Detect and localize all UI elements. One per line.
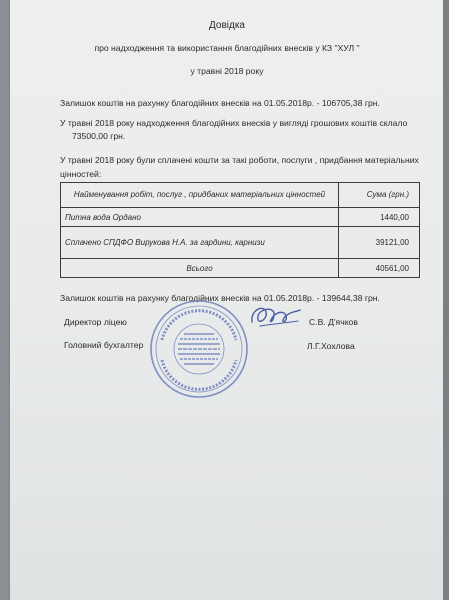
- payments-line-2: цінностей:: [60, 169, 102, 179]
- table-header-sum: Сума (грн.): [339, 183, 420, 208]
- chief-accountant-name: Л.Г.Хохлова: [307, 341, 355, 351]
- director-label: Директор ліцею: [64, 317, 127, 327]
- document-period: у травні 2018 року: [190, 66, 264, 76]
- document-sheet: [10, 0, 444, 600]
- table-header-name: Найменування робіт, послуг , придбаних матеріальних цінностей: [61, 183, 339, 208]
- table-cell-name: Питна вода Ордано: [61, 208, 339, 227]
- table-row: [61, 227, 420, 259]
- document-subtitle: про надходження та використання благодійних внесків у КЗ "ХУЛ ": [94, 43, 360, 53]
- chief-accountant-label: Головний бухгалтер: [64, 340, 144, 350]
- document-title: Довідка: [209, 20, 245, 31]
- round-seal-stamp: [148, 298, 250, 400]
- receipts-line-1: У травні 2018 року надходження благодійних внесків у вигляді грошових коштів склало: [60, 118, 408, 128]
- director-name: С.В. Д'ячков: [309, 317, 358, 327]
- table-header-row: [61, 183, 420, 208]
- closing-balance: Залишок коштів на рахунку благодійних внесків на 01.05.2018р. - 139644,38 грн.: [60, 293, 380, 303]
- payments-line-1: У травні 2018 року були сплачені кошти за такі роботи, послуги , придбання матеріальних: [60, 155, 419, 165]
- table-total-row: [61, 259, 420, 278]
- table-cell-name: Сплачено СПДФО Вирукова Н.А. за гардини, карнизи: [61, 227, 339, 259]
- table-total-label: Всього: [61, 259, 339, 278]
- director-signature: [246, 300, 304, 332]
- table-cell-sum: 39121,00: [339, 227, 420, 259]
- table-total-sum: 40561,00: [339, 259, 420, 278]
- opening-balance: Залишок коштів на рахунку благодійних внесків на 01.05.2018р. - 106705,38 грн.: [60, 98, 380, 108]
- table-cell-sum: 1440,00: [339, 208, 420, 227]
- table-row: [61, 208, 420, 227]
- receipts-line-2: 73500,00 грн.: [72, 131, 126, 141]
- expenses-table: [60, 182, 420, 278]
- background-edge: [443, 0, 449, 600]
